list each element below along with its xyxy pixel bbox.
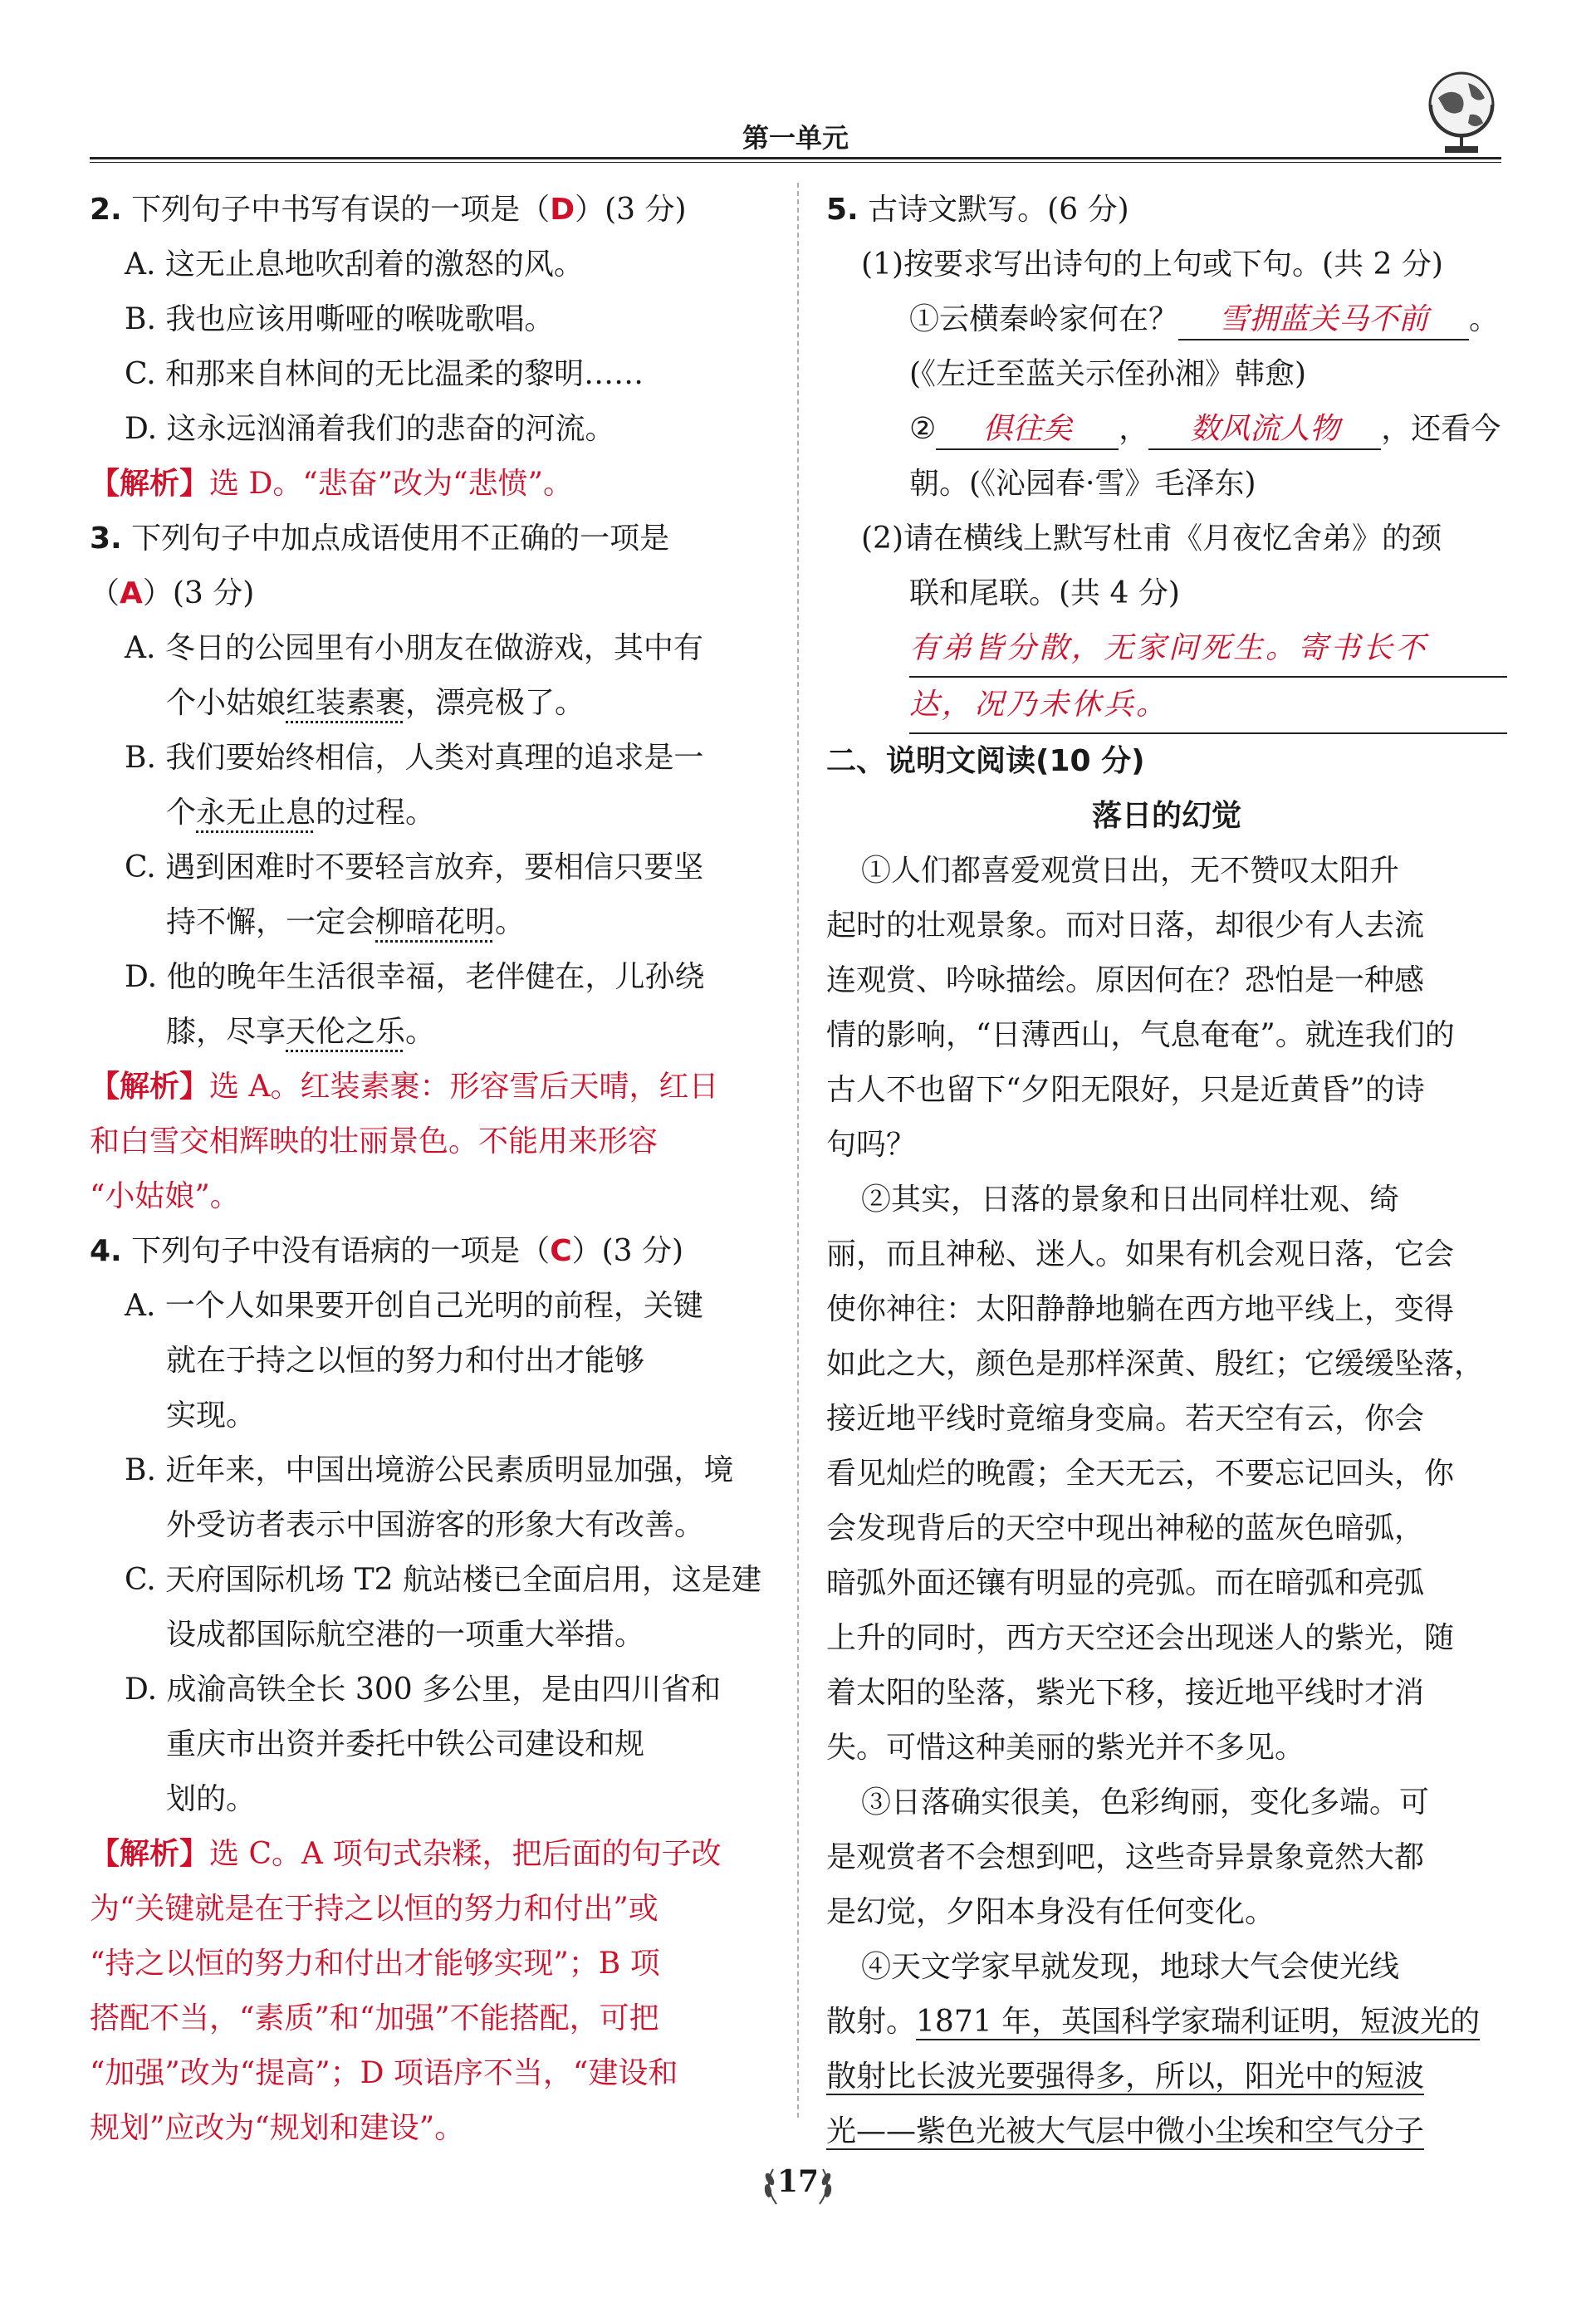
option: B. 近年来，中国出境游公民素质明显加强，境 — [125, 1453, 734, 1487]
explanation-q3: 【解析】选 A。红装素裹：形容雪后天晴，红日 — [90, 1070, 719, 1104]
paragraph-line: 上升的同时，西方天空还会出现迷人的紫光，随 — [826, 1621, 1455, 1655]
explanation-line: “持之以恒的努力和付出才能够实现”；B 项 — [90, 1947, 660, 1981]
paragraph-line: 暗弧外面还镶有明显的亮弧。而在暗弧和亮弧 — [826, 1566, 1425, 1600]
dotted-idiom: 红装素裹 — [286, 686, 406, 720]
paragraph-line: 着太阳的坠落，紫光下移，接近地平线时才消 — [826, 1676, 1425, 1710]
option: D. 他的晚年生活很幸福，老伴健在，儿孙绕 — [125, 960, 705, 994]
option: C. 天府国际机场 T2 航站楼已全面启用，这是建 — [125, 1563, 761, 1597]
underlined-sentence: 光——紫色光被大气层中微小尘埃和空气分子 — [826, 2114, 1425, 2148]
option-continued: 持不懈，一定会柳暗花明。 — [166, 905, 526, 939]
option: C. 和那来自林间的无比温柔的黎明…… — [125, 357, 644, 391]
explanation-line: 和白雪交相辉映的壮丽景色。不能用来形容 — [90, 1124, 658, 1158]
header-rule — [90, 157, 1501, 163]
option: A. 这无止息地吹刮着的激怒的风。 — [125, 247, 584, 282]
paragraph-line — [826, 2104, 1507, 2159]
answer-q4: C — [550, 1234, 572, 1268]
question-2-stem: 2. 下列句子中书写有误的一项是（D）(3 分) — [90, 193, 687, 227]
q5-part-2: (2)请在横线上默写杜甫《月夜忆舍弟》的颈 — [861, 522, 1442, 556]
page-number: 17 — [776, 2164, 820, 2199]
q5-part-2-continued: 联和尾联。(共 4 分) — [909, 576, 1180, 610]
dotted-idiom: 天伦之乐 — [286, 1015, 406, 1049]
paragraph-line: 看见灿烂的晚霞；全天无云，不要忘记回头，你 — [826, 1457, 1455, 1491]
poem-answer-line: 有弟皆分散，无家问死生。寄书长不 — [909, 621, 1507, 678]
page-footer — [756, 2153, 840, 2219]
paragraph-line: ③日落确实很美，色彩绚丽，变化多端。可 — [861, 1785, 1430, 1820]
unit-title: 第一单元 — [742, 122, 849, 154]
option: D. 这永远汹涌着我们的悲奋的河流。 — [125, 412, 615, 446]
explanation-q2: 【解析】选 D。“悲奋”改为“悲愤”。 — [90, 467, 573, 501]
option: B. 我也应该用嘶哑的喉咙歌唱。 — [125, 302, 555, 336]
option-continued: 个永无止息的过程。 — [166, 796, 436, 830]
paragraph-line — [826, 2050, 1507, 2104]
underlined-sentence: 1871 年，英国科学家瑞利证明，短波光的 — [916, 2005, 1481, 2039]
paragraph-line: 如此之大，颜色是那样深黄、殷红；它缓缓坠落， — [826, 1347, 1485, 1381]
paragraph-line: 是观赏者不会想到吧，这些奇异景象竟然大都 — [826, 1840, 1425, 1874]
option-continued: 划的。 — [166, 1782, 257, 1816]
question-3-stem: 3. 下列句子中加点成语使用不正确的一项是 — [90, 522, 670, 556]
paragraph-line: 连观赏、吟咏描绘。原因何在？恐怕是一种感 — [826, 963, 1425, 997]
option: A. 一个人如果要开创自己光明的前程，关键 — [125, 1289, 703, 1323]
globe-icon — [1420, 65, 1503, 156]
paragraph-line: ①人们都喜爱观赏日出，无不赞叹太阳升 — [861, 854, 1400, 888]
column-divider — [797, 183, 799, 2118]
paragraph-line: 古人不也留下“夕阳无限好，只是近黄昏”的诗 — [826, 1073, 1425, 1107]
paragraph-line: 丽，而且神秘、迷人。如果有机会观日落，它会 — [826, 1237, 1455, 1271]
paragraph-line: 是幻觉，夕阳本身没有任何变化。 — [826, 1895, 1275, 1929]
section-title: 二、说明文阅读(10 分) — [826, 744, 1145, 778]
paragraph-line: 失。可惜这种美丽的紫光并不多见。 — [826, 1731, 1305, 1765]
poem-answer-line: 达，况乃未休兵。 — [909, 678, 1507, 734]
explanation-line: 规划”应改为“规划和建设”。 — [90, 2111, 465, 2145]
fill-blank-answer: 雪拥蓝关马不前 — [1178, 301, 1469, 340]
option-continued: 个小姑娘红装素裹，漂亮极了。 — [166, 686, 585, 720]
paragraph-line: 情的影响，“日薄西山，气息奄奄”。就连我们的 — [826, 1018, 1455, 1052]
paragraph-line: 散射。1871 年，英国科学家瑞利证明，短波光的 — [826, 2005, 1481, 2039]
q5-item-1-source: (《左迁至蓝关示侄孙湘》韩愈) — [909, 357, 1307, 391]
article-title: 落日的幻觉 — [1091, 799, 1241, 833]
dotted-idiom: 永无止息 — [196, 796, 316, 830]
option-continued: 设成都国际航空港的一项重大举措。 — [166, 1618, 645, 1652]
question-5-stem: 5. 古诗文默写。(6 分) — [826, 193, 1129, 227]
q5-item-2: ② 俱往矣 ， 数风流人物 ，还看今 — [826, 402, 1507, 457]
paragraph-line: 使你神往：太阳静静地躺在西方地平线上，变得 — [826, 1292, 1455, 1326]
paragraph-line: 起时的壮观景象。而对日落，却很少有人去流 — [826, 909, 1425, 943]
answer-q3: A — [120, 576, 143, 610]
q5-item-1: ①云横秦岭家何在？ 雪拥蓝关马不前 。 — [826, 292, 1507, 347]
fill-blank-answer: 数风流人物 — [1148, 410, 1381, 450]
right-column — [826, 183, 1507, 2159]
dotted-idiom: 柳暗花明 — [375, 905, 496, 939]
option: A. 冬日的公园里有小朋友在做游戏，其中有 — [125, 631, 703, 665]
explanation-line: 为“关键就是在于持之以恒的努力和付出”或 — [90, 1892, 658, 1926]
paragraph-line: ④天文学家早就发现，地球大气会使光线 — [861, 1950, 1400, 1984]
option-continued: 外受访者表示中国游客的形象大有改善。 — [166, 1508, 705, 1542]
option-continued: 重庆市出资并委托中铁公司建设和规 — [166, 1727, 645, 1761]
option-continued: 膝，尽享天伦之乐。 — [166, 1015, 436, 1049]
option-continued: 实现。 — [166, 1398, 257, 1433]
page-header — [90, 104, 1501, 160]
option: D. 成渝高铁全长 300 多公里，是由四川省和 — [125, 1673, 722, 1707]
paragraph-line: ②其实，日落的景象和日出同样壮观、绮 — [861, 1183, 1400, 1217]
explanation-q4: 【解析】选 C。A 项句式杂糅，把后面的句子改 — [90, 1837, 722, 1871]
explanation-line: “加强”改为“提高”；D 项语序不当，“建设和 — [90, 2056, 678, 2090]
fill-blank-answer: 俱往矣 — [936, 410, 1119, 450]
option: C. 遇到困难时不要轻言放弃，要相信只要坚 — [125, 850, 704, 884]
option-continued: 就在于持之以恒的努力和付出才能够 — [166, 1344, 645, 1378]
q5-item-2-continued: 朝。(《沁园春·雪》毛泽东) — [909, 467, 1256, 501]
explanation-line: 搭配不当，“素质”和“加强”不能搭配，可把 — [90, 2001, 659, 2035]
explanation-line: “小姑娘”。 — [90, 1179, 240, 1213]
option: B. 我们要始终相信，人类对真理的追求是一 — [125, 741, 704, 775]
question-3-answer-line: （A）(3 分) — [90, 576, 255, 610]
question-4-stem: 4. 下列句子中没有语病的一项是（C）(3 分) — [90, 1234, 684, 1268]
q5-part-1: (1)按要求写出诗句的上句或下句。(共 2 分) — [861, 247, 1443, 282]
answer-q2: D — [550, 193, 575, 227]
left-column — [90, 183, 771, 2156]
paragraph-line: 会发现背后的天空中现出神秘的蓝灰色暗弧， — [826, 1511, 1425, 1545]
paragraph-line: 接近地平线时竟缩身变扁。若天空有云，你会 — [826, 1402, 1425, 1436]
underlined-sentence: 散射比长波光要强得多，所以，阳光中的短波 — [826, 2060, 1425, 2094]
paragraph-line: 句吗？ — [826, 1128, 917, 1162]
